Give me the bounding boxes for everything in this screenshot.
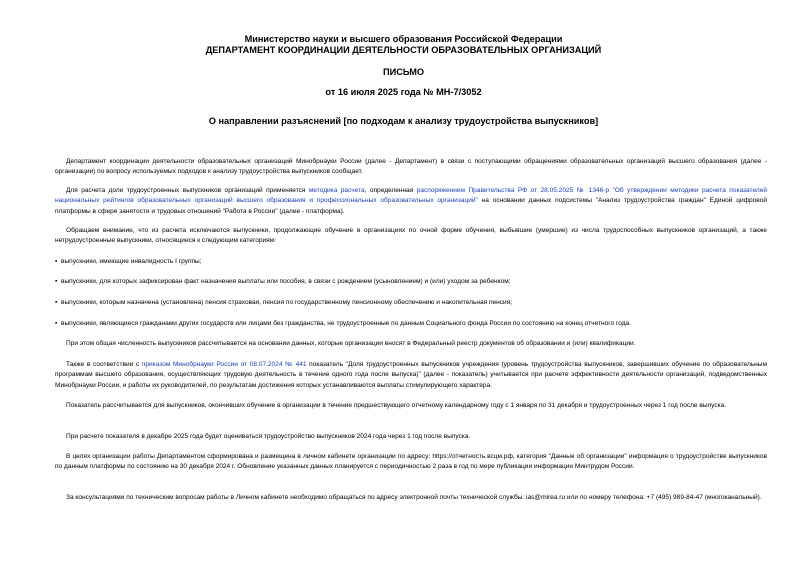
document-type: ПИСЬМО [382, 67, 425, 77]
paragraph-indicator: Показатель рассчитывается для выпускников, окончивших обучение в организации в течение предшествующего отчетному календарному году с 1 января по 31 декабря и трудоустроенных через 1 год после выпуска. [66, 402, 727, 409]
government-order-link[interactable]: распоряжением Правительства РФ от 28.05.2025 № 1346-р "Об утверждении методики расчета показателей национальных рейтингов образовательных организаций высшего образования и профессиональных образовательных организаций" [55, 187, 768, 205]
paragraph-total-count: При этом общая численность выпускников рассчитывается на основании данных, которые организации вносят в Федеральный реестр документов об образовании и (или) квалификации. [66, 340, 636, 347]
list-item [55, 257, 767, 267]
paragraph-text: показатель "Доля трудоустроенных выпускников учреждения (уровень трудоустройства выпускников, завершивших обучение по образовательным программам высшего образования, осуществляющих трудовую деятельность в течение одного года после выпуска)" (далее - показатель) учитывается при расчете эффективности деятельности организаций, подведомственных Минобрнауки России, и работы их руководителей, по результатам достижения которых устанавливаются выплаты стимулирующего характера. [55, 361, 768, 389]
list-item [55, 298, 767, 308]
paragraph-order [55, 360, 767, 391]
bullet-icon: ▪ [55, 320, 58, 327]
ministry-name: Министерство науки и высшего образования Российской Федерации [244, 34, 563, 44]
paragraph-text: на основании данных подсистемы "Анализ трудоустройства граждан" Единой цифровой платформы в сфере занятости и трудовых отношений "Работа в России" (далее - платформа). [55, 197, 767, 215]
methodology-link[interactable]: методика расчета [308, 187, 365, 194]
list-item [55, 277, 767, 287]
paragraph-exclusions: Обращаем внимание, что из расчета исключаются выпускники, продолжающие обучение в организациях по очной форме обучения, выбывшие (умершие) из числа трудоспособных выпускников организаций, а также нетрудоустроенные выпускники, относящиеся к следующим категориям: [55, 227, 767, 245]
list-item-text: выпускники, которым назначена (установлена) пенсия страховая, пенсия по государственному пенсионному обеспечению и накопительная пенсия; [61, 299, 513, 306]
paragraph-text: Для расчета доли трудоустроенных выпускников организаций применяется [66, 187, 309, 194]
department-name: ДЕПАРТАМЕНТ КООРДИНАЦИИ ДЕЯТЕЛЬНОСТИ ОБРАЗОВАТЕЛЬНЫХ ОРГАНИЗАЦИЙ [205, 45, 602, 55]
list-item-text: выпускники, являющиеся гражданами других государств или лицами без гражданства, не трудоустроенные по данным Социального фонда России по состоянию на конец отчетного года. [61, 320, 631, 327]
paragraph-intro: Департамент координации деятельности образовательных организаций Минобрнауки России (далее - Департамент) в связи с поступающими обращениями образовательных организаций высшего образования (далее - организации) по вопросу используемых подходов к анализу трудоустройства выпускников сообщает. [55, 158, 767, 176]
bullet-icon: ▪ [55, 258, 58, 265]
list-item [55, 319, 767, 329]
paragraph-text: Также в соответствии с [66, 361, 142, 368]
list-item-text: выпускники, имеющие инвалидность I группы; [61, 258, 202, 265]
ministry-order-link[interactable]: приказом Минобрнауки России от 08.07.2024 № 441 [141, 361, 307, 368]
paragraph-cabinet: В целях организации работы Департаментом сформирована и размещена в личном кабинете организации по адресу: https://отчетность.всцм.рф, категория "Данные об организации" информация о трудоустройстве выпускников по данным платформы по состоянию на 30 декабря 2024 г. Обновление указанных данных планируется с периодичностью 2 раза в год по мере публикации информации Минтрудом России. [55, 453, 767, 471]
document-subject: О направлении разъяснений [по подходам к анализу трудоустройства выпускников] [208, 116, 599, 126]
list-item-text: выпускники, для которых зафиксирован факт назначения выплаты или пособия, в связи с рождением (усыновлением) и (или) уходом за ребенком; [61, 278, 511, 285]
paragraph-support: За консультациями по техническим вопросам работы в Личном кабинете необходимо обращаться по адресу электронной почты технической службы: ias@mirea.ru или по номеру телефона: +7 (495) 989-84-47 (многоканальный). [66, 494, 762, 501]
document-date-number: от 16 июля 2025 года № МН-7/3052 [325, 87, 482, 97]
bullet-icon: ▪ [55, 299, 58, 306]
paragraph-text: , определенная [364, 187, 417, 194]
paragraph-december: При расчете показателя в декабре 2025 года будет оцениваться трудоустройство выпускников 2024 года через 1 год после выпуска. [66, 433, 471, 440]
bullet-icon: ▪ [55, 278, 58, 285]
paragraph-methodology [55, 186, 767, 217]
